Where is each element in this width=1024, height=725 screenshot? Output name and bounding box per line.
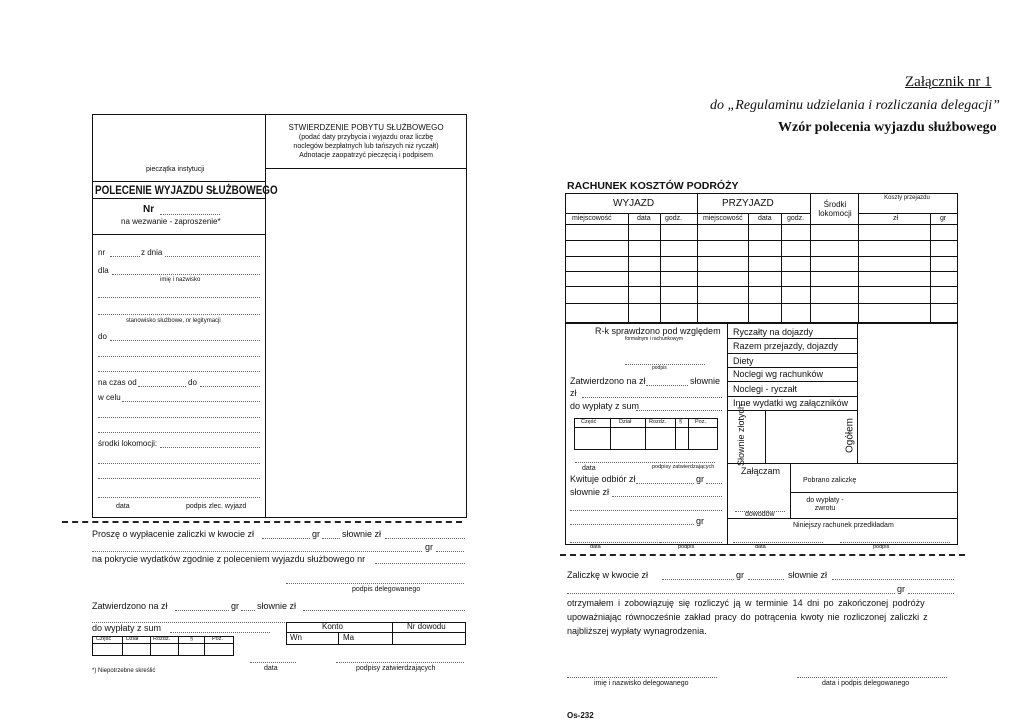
summary-4: Noclegi - ryczałt (733, 384, 798, 394)
left-part-col-4: Poz. (212, 636, 224, 642)
slownie2-r-label: słownie zł (570, 487, 610, 497)
zalaczam-label: Załączam (741, 466, 781, 476)
bill-title: RACHUNEK KOSZTÓW PODRÓŻY (567, 180, 739, 192)
foot-1: podpis (678, 544, 695, 550)
rk-sub-label: formalnym i rachunkowym (625, 336, 684, 342)
para1: otrzymałem i zobowiązuję się rozliczyć ją w terminie 14 dni po zakończonej podróży (567, 598, 925, 608)
slownie3-label: słownie zł (788, 570, 828, 580)
col-godz-2: godz. (787, 215, 805, 222)
gr2-label: gr (425, 542, 434, 552)
invitation-label: na wezwanie - zaproszenie* (121, 217, 221, 226)
slownie-r-label: słownie (690, 376, 721, 386)
kwituje-label: Kwituje odbiór zł (570, 474, 636, 484)
wn-label: Wn (290, 633, 302, 642)
ogolem-label: Ogółem (844, 418, 856, 454)
col-data-1: data (637, 215, 651, 222)
podpis-deleg-label: podpis delegowanego (352, 586, 421, 593)
slownie-zlotych-label: Słownie złotych (736, 403, 747, 466)
col-data-2: data (758, 215, 772, 222)
z-dnia-label: z dnia (141, 248, 163, 257)
confirm-line4: Adnotacje zaopatrzyć pieczęcią i podpisem (299, 152, 433, 159)
podpis-zlec-label: podpis zlec. wyjazd (186, 503, 247, 510)
col-miejscowosc-1: miejscowość (572, 215, 612, 222)
do-wyplaty-zwrotu-label: do wypłaty - zwrotu (806, 497, 844, 513)
left-part-col-3: § (190, 636, 194, 642)
przyjazd-label: PRZYJAZD (722, 198, 774, 209)
confirm-line2: (podać daty przybycia i wyjazdu oraz liczbę (298, 134, 434, 141)
summary-5: Inne wydatki wg załączników (733, 398, 849, 408)
konto-label: Konto (322, 622, 343, 631)
right-part-col-1: Dział (619, 419, 632, 425)
do-wyplaty-r-label: do wypłaty z sum (570, 401, 640, 411)
cover-label: na pokrycie wydatków zgodnie z poleceniem wyjazdu służbowego nr (92, 554, 366, 564)
zl-label: zł (893, 215, 899, 222)
page-title: Wzór polecenia wyjazdu służbowego (778, 120, 997, 135)
gr4-label: gr (736, 570, 745, 580)
zatwierdzono-label: Zatwierdzono na zł (92, 601, 168, 611)
right-part-col-3: § (679, 419, 683, 425)
wyjazd-label: WYJAZD (613, 198, 655, 209)
pobrano-label: Pobrano zaliczkę (803, 477, 857, 484)
right-part-col-0: Część (581, 419, 597, 425)
gr-col-label: gr (940, 215, 947, 222)
podpis-label: podpis (652, 365, 667, 371)
confirm-line3: noclegów bezpłatnych lub tańszych niż ryczałt) (293, 143, 439, 150)
data-podpis-label: data i podpis delegowanego (822, 680, 910, 687)
nr-label: Nr (143, 204, 155, 215)
gr5-label: gr (897, 584, 906, 594)
ma-label: Ma (343, 633, 355, 642)
left-part-col-2: Rozdz. (153, 636, 171, 642)
imie-nazwisko-label: imię i nazwisko (160, 277, 201, 283)
na-czas-od-label: na czas od (98, 378, 137, 387)
form-code: Os-232 (567, 711, 594, 720)
dla-label: dla (98, 266, 109, 275)
do2-label: do (188, 378, 197, 387)
nr-field-label: nr (98, 248, 106, 257)
stamp-label: pieczątka instytucji (146, 166, 205, 173)
summary-2: Diety (733, 356, 754, 366)
annex-label: Załącznik nr 1 (905, 74, 992, 90)
footnote: *) Niepotrzebne skreślić (92, 668, 156, 674)
summary-0: Ryczałty na dojazdy (733, 327, 814, 337)
advance-request: Proszę o wypłacenie zaliczki w kwocie zł (92, 529, 255, 539)
nr-dowodu-label: Nr dowodu (407, 622, 446, 631)
left-part-col-1: Dział (126, 636, 139, 642)
do-label: do (98, 332, 107, 341)
left-form-frame (92, 114, 467, 518)
srodki-label: środki lokomocji: (98, 439, 158, 448)
niniejszy-label: Niniejszy rachunek przedkładam (793, 522, 894, 529)
imie-deleg-label: imię i nazwisko delegowanego (594, 680, 689, 687)
data2-label: data (264, 665, 278, 672)
foot-0: data (590, 544, 601, 550)
dowodow-label: dowodów (745, 511, 775, 518)
col-miejscowosc-2: miejscowość (703, 215, 743, 222)
right-part-col-2: Rozdz. (649, 419, 667, 425)
slownie2-label: słownie zł (257, 601, 297, 611)
rk-label: R-k sprawdzono pod względem (595, 326, 721, 336)
left-part-col-0: Część (96, 636, 112, 642)
stanowisko-label: stanowisko służbowe, nr legitymacji (126, 318, 221, 324)
gr-label: gr (312, 529, 321, 539)
zatwierdzono-r-label: Zatwierdzono na zł (570, 376, 646, 386)
confirm-line1: STWIERDZENIE POBYTU SŁUŻBOWEGO (288, 123, 444, 132)
gr3-label: gr (231, 601, 240, 611)
srodki-lok-label: Środki lokomocji (818, 200, 852, 218)
do-wyplaty-label: do wypłaty z sum (92, 623, 162, 633)
advance-r-label: Zaliczkę w kwocie zł (567, 570, 649, 580)
zl2-label: zł (570, 388, 577, 398)
cut-line-right (560, 554, 965, 556)
koszty-label: Koszty przejazdu (884, 195, 930, 201)
gr3-r-label: gr (696, 516, 705, 526)
para3: najbliższej wypłaty wynagrodzenia. (567, 626, 707, 636)
cut-line-left (62, 521, 462, 523)
podpisy-zatw-r-label: podpisy zatwierdzających (652, 464, 715, 470)
gr2-r-label: gr (696, 474, 705, 484)
slownie-label: słownie zł (342, 529, 382, 539)
regulation-label: do „Regulaminu udzielania i rozliczania delegacji” (710, 98, 1000, 113)
col-godz-1: godz. (665, 215, 683, 222)
w-celu-label: w celu (98, 393, 121, 402)
form-title: POLECENIE WYJAZDU SŁUŻBOWEGO (95, 183, 278, 197)
data-r-label: data (582, 465, 596, 472)
summary-1: Razem przejazdy, dojazdy (733, 341, 838, 351)
foot-3: podpis (873, 544, 890, 550)
summary-3: Noclegi wg rachunków (733, 369, 824, 379)
para2: upoważniając równocześnie zakład pracy do potrącenia kwoty nie rozliczonej zaliczki z (567, 612, 928, 622)
right-part-col-4: Poz. (695, 419, 707, 425)
foot-2: data (755, 544, 766, 550)
podpisy-zatw-label: podpisy zatwierdzających (356, 665, 436, 672)
data-label: data (116, 503, 130, 510)
